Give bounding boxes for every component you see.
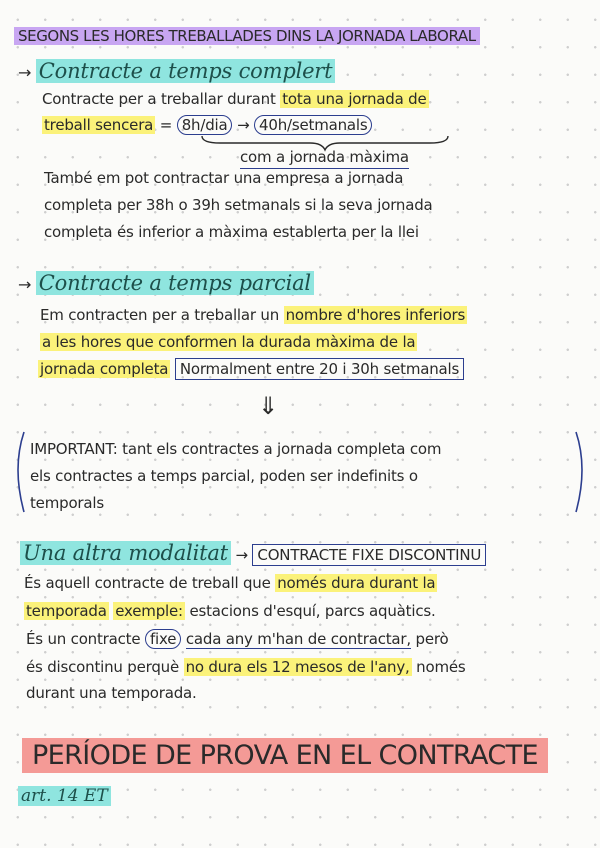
text-span: Contracte per a treballar durant [42, 90, 276, 108]
text-span: estacions d'esquí, parcs aquàtics. [189, 602, 436, 620]
highlight-span: tota una jornada de [282, 90, 427, 108]
full-time-para-3: completa és inferior a màxima establerta per la llei [44, 223, 419, 241]
arrow-icon: → [235, 546, 248, 564]
brace-label: com a jornada màxima [240, 146, 409, 169]
modality-line-4 [26, 656, 466, 678]
full-time-para-1: També em pot contractar una empresa a jornada [44, 169, 404, 187]
highlight-span: només dura durant la [277, 574, 436, 592]
text-span: només [416, 658, 466, 676]
down-arrow-icon: ⇓ [258, 392, 278, 420]
modality-line-3 [26, 628, 449, 650]
important-line-2: els contractes a temps parcial, poden ser indefinits o [30, 467, 418, 485]
bullet-arrow: → [18, 275, 32, 294]
modality-line-2 [24, 600, 436, 622]
text-span: és discontinu perquè [26, 658, 179, 676]
boxed-contract-type: CONTRACTE FIXE DISCONTINU [252, 544, 486, 566]
part-time-line-2 [40, 331, 417, 353]
arrow-icon: → [237, 116, 250, 134]
text-span: És un contracte [26, 630, 141, 648]
text-span: Em contracten per a treballar un [40, 306, 280, 324]
page-title [14, 27, 480, 45]
full-time-line-1 [42, 88, 429, 110]
full-time-para-2: completa per 38h o 39h setmanals si la seva jornada [44, 196, 433, 214]
underlined-span: cada any m'han de contractar, [185, 630, 411, 648]
trial-period-text: PERÍODE DE PROVA EN EL CONTRACTE [22, 738, 548, 773]
article-text: art. 14 ET [18, 786, 111, 806]
heading-part-time: Contracte a temps parcial [36, 271, 314, 295]
important-line-1: IMPORTANT: tant els contractes a jornada completa com [30, 440, 442, 458]
bullet-arrow: → [18, 63, 32, 82]
modality-line-1 [24, 572, 437, 594]
page-title-text: SEGONS LES HORES TREBALLADES DINS LA JORNADA LABORAL [14, 27, 480, 45]
important-line-3: temporals [30, 494, 104, 512]
highlight-span: temporada [26, 602, 107, 620]
heading-other-modality: Una altra modalitat [20, 541, 231, 565]
section-heading-part-time [18, 272, 314, 296]
modality-line-5: durant una temporada. [26, 684, 197, 702]
circled-hours-per-week: 40h/setmanals [254, 115, 372, 135]
highlight-span: exemple: [115, 602, 183, 620]
highlight-span: a les hores que conformen la durada màxima de la [42, 333, 416, 351]
article-reference [18, 786, 111, 806]
heading-full-time: Contracte a temps complert [36, 59, 336, 83]
highlight-span: no dura els 12 mesos de l'any, [185, 658, 410, 676]
highlight-span: jornada completa [40, 360, 169, 378]
full-time-line-2 [42, 114, 372, 136]
boxed-note: Normalment entre 20 i 30h setmanals [175, 358, 464, 380]
circled-fixed: fixe [145, 629, 181, 649]
section-heading-other-modality [20, 542, 486, 566]
equals-sign: = [159, 116, 173, 134]
highlight-span: treball sencera [44, 116, 154, 134]
circled-hours-per-day: 8h/dia [177, 115, 233, 135]
part-time-line-3 [38, 358, 464, 380]
section-heading-full-time [18, 60, 335, 84]
highlight-span: nombre d'hores inferiors [285, 306, 466, 324]
part-time-line-1 [40, 304, 467, 326]
text-span: És aquell contracte de treball que [24, 574, 271, 592]
section-title-trial-period [22, 740, 548, 771]
text-span: però [415, 630, 449, 648]
